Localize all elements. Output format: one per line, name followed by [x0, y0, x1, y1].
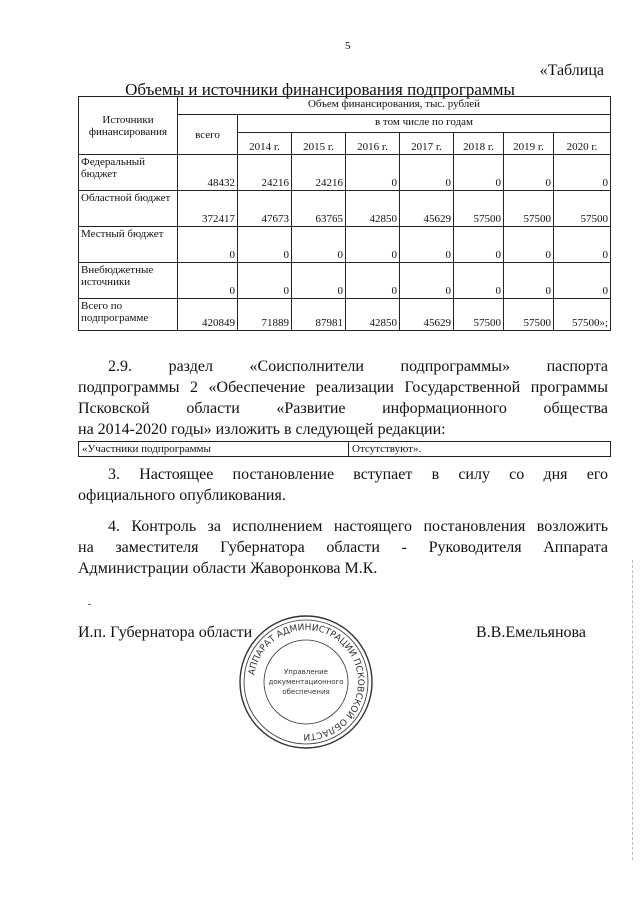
row-value-6: 0 [554, 227, 611, 263]
participants-table [78, 441, 611, 457]
finance-table-body [79, 155, 611, 331]
year-header-6: 2020 г. [554, 133, 611, 155]
row-value-0: 0 [238, 263, 292, 299]
row-value-5: 0 [504, 227, 554, 263]
seal-center-line-1: Управление [284, 668, 328, 676]
paragraph-4-line-2: на заместителя Губернатора области - Руководителя Аппарата [78, 539, 608, 556]
year-header-2: 2016 г. [346, 133, 400, 155]
paragraph-3-line-2: официального опубликования. [78, 487, 286, 504]
year-header-4: 2018 г. [454, 133, 504, 155]
row-value-0: 47673 [238, 191, 292, 227]
row-value-2: 0 [346, 227, 400, 263]
paragraph-2-9-line-1: 2.9. раздел «Соисполнители подпрограммы» паспорта [108, 358, 608, 375]
row-value-3: 0 [400, 263, 454, 299]
row-value-6: 0 [554, 263, 611, 299]
scan-mark [88, 604, 91, 605]
participants-value: Отсутствуют». [349, 442, 611, 457]
row-value-5: 0 [504, 263, 554, 299]
paragraph-4-line-3: Администрации области Жаворонкова М.К. [78, 560, 378, 577]
participants-label: «Участники подпрограммы [79, 442, 349, 457]
signature-name: В.В.Емельянова [476, 624, 586, 641]
row-value-1: 63765 [292, 191, 346, 227]
table-row [79, 263, 611, 299]
year-header-0: 2014 г. [238, 133, 292, 155]
row-value-3: 45629 [400, 191, 454, 227]
table-header-row-1 [79, 97, 611, 115]
row-value-6: 0 [554, 155, 611, 191]
seal-center-line-2: документационного [268, 678, 344, 686]
table-title-prefix: «Таблица [539, 62, 604, 79]
row-value-1: 87981 [292, 299, 346, 331]
row-value-2: 0 [346, 155, 400, 191]
paragraph-2-9-line-4: на 2014-2020 годы» изложить в следующей редакции: [78, 421, 446, 438]
row-value-6: 57500»; [554, 299, 611, 331]
row-value-4: 57500 [454, 299, 504, 331]
paragraph-4-line-1: 4. Контроль за исполнением настоящего постановления возложить [108, 518, 608, 535]
year-header-1: 2015 г. [292, 133, 346, 155]
row-value-1: 0 [292, 227, 346, 263]
row-label: Местный бюджет [79, 227, 178, 263]
row-value-3: 45629 [400, 299, 454, 331]
row-label: Федеральный бюджет [79, 155, 178, 191]
finance-table [78, 96, 611, 331]
row-value-4: 57500 [454, 191, 504, 227]
row-value-2: 42850 [346, 191, 400, 227]
row-total: 420849 [178, 299, 238, 331]
signature-position: И.п. Губернатора области [78, 624, 253, 641]
row-total: 372417 [178, 191, 238, 227]
row-total: 48432 [178, 155, 238, 191]
table-row [79, 299, 611, 331]
row-value-4: 0 [454, 155, 504, 191]
row-value-1: 0 [292, 263, 346, 299]
row-value-5: 57500 [504, 299, 554, 331]
row-value-0: 0 [238, 227, 292, 263]
year-header-3: 2017 г. [400, 133, 454, 155]
row-value-0: 71889 [238, 299, 292, 331]
header-total: всего [178, 115, 238, 155]
row-value-4: 0 [454, 263, 504, 299]
row-value-3: 0 [400, 227, 454, 263]
row-value-2: 0 [346, 263, 400, 299]
row-value-0: 24216 [238, 155, 292, 191]
row-total: 0 [178, 227, 238, 263]
scan-edge-line [632, 560, 634, 860]
table-row [79, 155, 611, 191]
header-volume: Объем финансирования, тыс. рублей [178, 97, 611, 115]
page-number: 5 [345, 40, 351, 52]
paragraph-2-9-line-2: подпрограммы 2 «Обеспечение реализации Государственной программы [78, 379, 608, 396]
header-sources: Источники финансирования [79, 97, 178, 155]
row-label: Областной бюджет [79, 191, 178, 227]
row-value-4: 0 [454, 227, 504, 263]
participants-row [79, 442, 611, 457]
row-label: Внебюджетные источники [79, 263, 178, 299]
row-value-5: 57500 [504, 191, 554, 227]
row-label: Всего по подпрограмме [79, 299, 178, 331]
paragraph-2-9-line-3: Псковской области «Развитие информационного общества [78, 400, 608, 417]
row-value-3: 0 [400, 155, 454, 191]
year-header-5: 2019 г. [504, 133, 554, 155]
table-row [79, 227, 611, 263]
paragraph-3-line-1: 3. Настоящее постановление вступает в силу со дня его [108, 466, 608, 483]
table-row [79, 191, 611, 227]
row-value-1: 24216 [292, 155, 346, 191]
official-seal [236, 612, 376, 752]
header-by-years: в том числе по годам [238, 115, 611, 133]
row-value-5: 0 [504, 155, 554, 191]
seal-center-line-3: обеспечения [282, 688, 330, 696]
seal-ring-text: АППАРАТ АДМИНИСТРАЦИИ ПСКОВСКОЙ ОБЛАСТИ [247, 622, 366, 742]
table-title: Объемы и источники финансирования подпрограммы [125, 80, 515, 99]
row-total: 0 [178, 263, 238, 299]
row-value-6: 57500 [554, 191, 611, 227]
row-value-2: 42850 [346, 299, 400, 331]
